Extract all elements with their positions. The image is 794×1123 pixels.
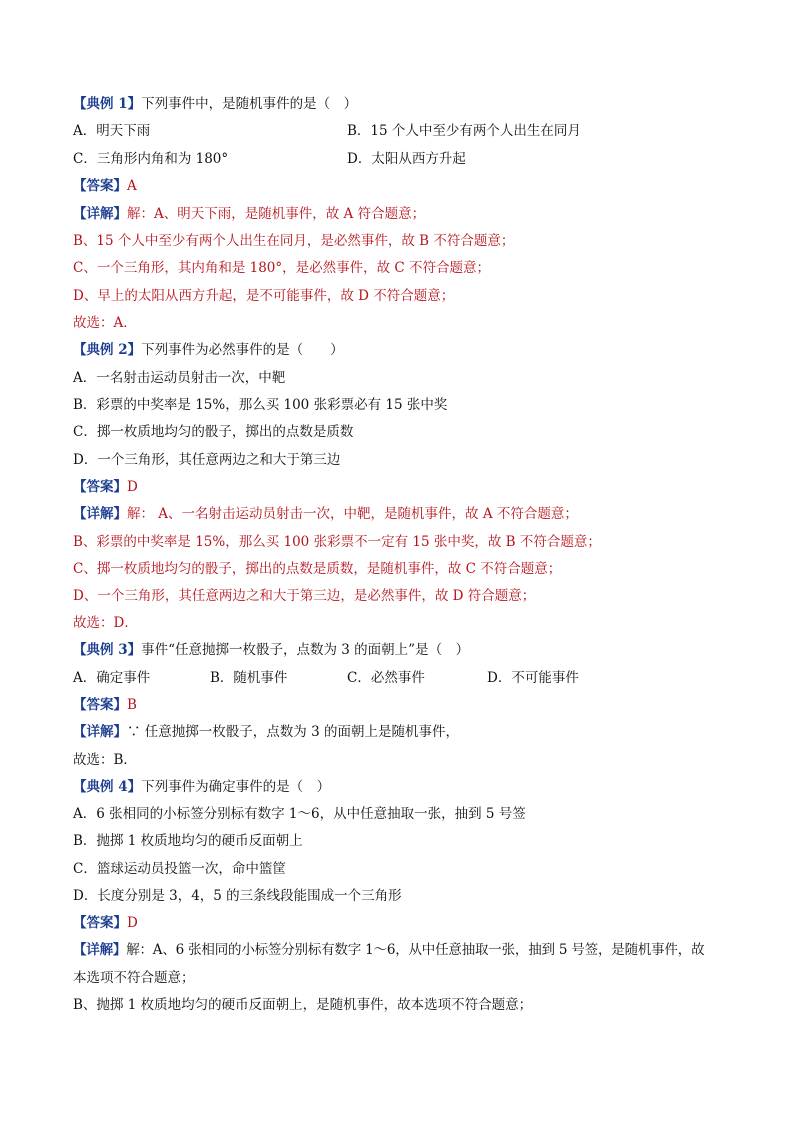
example-3-tag: 【典例 3】 xyxy=(73,642,142,658)
example-3-answer xyxy=(73,696,137,714)
example-2-explanation-line-4: D、一个三角形，其任意两边之和大于第三边，是必然事件，故 D 符合题意； xyxy=(73,588,536,604)
example-4-stem: 下列事件为确定事件的是（ ） xyxy=(141,779,331,795)
example-4-explanation-tag: 【详解】 xyxy=(73,942,127,958)
example-3-explanation-line-1: ∵ 任意抛掷一枚骰子，点数为 3 的面朝上是随机事件， xyxy=(127,724,459,740)
example-4-option-d: D．长度分别是 3，4，5 的三条线段能围成一个三角形 xyxy=(73,888,402,904)
example-4-option-a: A．6 张相同的小标签分别标有数字 1～6，从中任意抽取一张，抽到 5 号签 xyxy=(73,806,526,822)
example-4-answer xyxy=(73,914,138,932)
example-2-option-d: D．一个三角形，其任意两边之和大于第三边 xyxy=(73,452,341,468)
example-4-option-c: C．篮球运动员投篮一次，命中篮筐 xyxy=(73,861,286,877)
example-4-question xyxy=(73,778,330,796)
example-4-tag: 【典例 4】 xyxy=(73,779,142,795)
example-1-option-d: D．太阳从西方升起 xyxy=(347,151,466,167)
example-2-tag: 【典例 2】 xyxy=(73,342,142,358)
example-3-answer-value: B xyxy=(127,697,137,713)
example-1-explanation-line-3: C、一个三角形，其内角和是 180°，是必然事件，故 C 不符合题意； xyxy=(73,260,491,276)
example-1-explanation xyxy=(73,205,425,223)
example-4-explanation xyxy=(73,941,704,959)
example-2-explanation-line-3: C、掷一枚质地均匀的骰子，掷出的点数是质数，是随机事件，故 C 不符合题意； xyxy=(73,561,562,577)
example-4-explanation-line-1-cont: 本选项不符合题意； xyxy=(73,970,195,986)
example-1-question xyxy=(73,95,357,113)
example-2-question xyxy=(73,341,344,359)
example-1-options-ab xyxy=(73,122,150,140)
example-2-answer-tag: 【答案】 xyxy=(73,479,127,495)
example-1-answer xyxy=(73,177,137,195)
example-2-choice: 故选：D． xyxy=(73,615,138,631)
example-4-explanation-line-1: 解：A、6 张相同的小标签分别标有数字 1～6，从中任意抽取一张，抽到 5 号签，是随机事件，故 xyxy=(126,942,705,958)
example-2-answer xyxy=(73,478,138,496)
example-2-answer-value: D xyxy=(127,479,138,495)
example-2-explanation-tag: 【详解】 xyxy=(73,506,127,522)
example-4-option-b: B．抛掷 1 枚质地均匀的硬币反面朝上 xyxy=(73,833,303,849)
example-1-options-cd xyxy=(73,150,228,168)
example-1-explanation-line-2: B、15 个人中至少有两个人出生在同月，是必然事件，故 B 不符合题意； xyxy=(73,233,515,249)
example-3-option-c: C．必然事件 xyxy=(347,670,425,686)
example-1-option-b: B．15 个人中至少有两个人出生在同月 xyxy=(347,123,581,139)
example-3-explanation xyxy=(73,723,459,741)
example-1-choice: 故选：A． xyxy=(73,315,137,331)
example-1-answer-tag: 【答案】 xyxy=(73,178,127,194)
example-1-tag: 【典例 1】 xyxy=(73,96,142,112)
example-2-option-a: A．一名射击运动员射击一次，中靶 xyxy=(73,370,286,386)
example-3-explanation-tag: 【详解】 xyxy=(73,724,127,740)
example-3-answer-tag: 【答案】 xyxy=(73,697,127,713)
example-3-option-b: B．随机事件 xyxy=(210,670,288,686)
example-3-question xyxy=(73,641,469,659)
example-3-stem: 事件“任意抛掷一枚骰子，点数为 3 的面朝上”是（ ） xyxy=(141,642,470,658)
example-1-option-c: C．三角形内角和为 180° xyxy=(73,151,229,167)
example-1-option-a: A．明天下雨 xyxy=(73,123,151,139)
example-2-explanation-line-2: B、彩票的中奖率是 15%，那么买 100 张彩票不一定有 15 张中奖，故 B 不符合题意； xyxy=(73,534,601,550)
example-4-answer-tag: 【答案】 xyxy=(73,915,127,931)
example-4-explanation-line-2: B、抛掷 1 枚质地均匀的硬币反面朝上，是随机事件，故本选项不符合题意； xyxy=(73,997,533,1013)
example-1-stem: 下列事件中，是随机事件的是（ ） xyxy=(141,96,358,112)
example-2-option-b: B．彩票的中奖率是 15%，那么买 100 张彩票必有 15 张中奖 xyxy=(73,397,448,413)
example-3-choice: 故选：B． xyxy=(73,752,137,768)
example-2-explanation-line-1: 解： A、一名射击运动员射击一次，中靶，是随机事件，故 A 不符合题意； xyxy=(127,506,578,522)
example-1-explanation-tag: 【详解】 xyxy=(73,206,127,222)
example-1-answer-value: A xyxy=(127,178,137,194)
example-3-option-d: D．不可能事件 xyxy=(487,670,579,686)
example-3-option-a: A．确定事件 xyxy=(73,670,151,686)
example-2-option-c: C．掷一枚质地均匀的骰子，掷出的点数是质数 xyxy=(73,424,354,440)
example-2-stem: 下列事件为必然事件的是（ ） xyxy=(141,342,344,358)
example-4-answer-value: D xyxy=(127,915,138,931)
example-1-explanation-line-1: 解：A、明天下雨，是随机事件，故 A 符合题意； xyxy=(127,206,426,222)
example-2-explanation xyxy=(73,505,578,523)
example-1-explanation-line-4: D、早上的太阳从西方升起，是不可能事件，故 D 不符合题意； xyxy=(73,288,455,304)
